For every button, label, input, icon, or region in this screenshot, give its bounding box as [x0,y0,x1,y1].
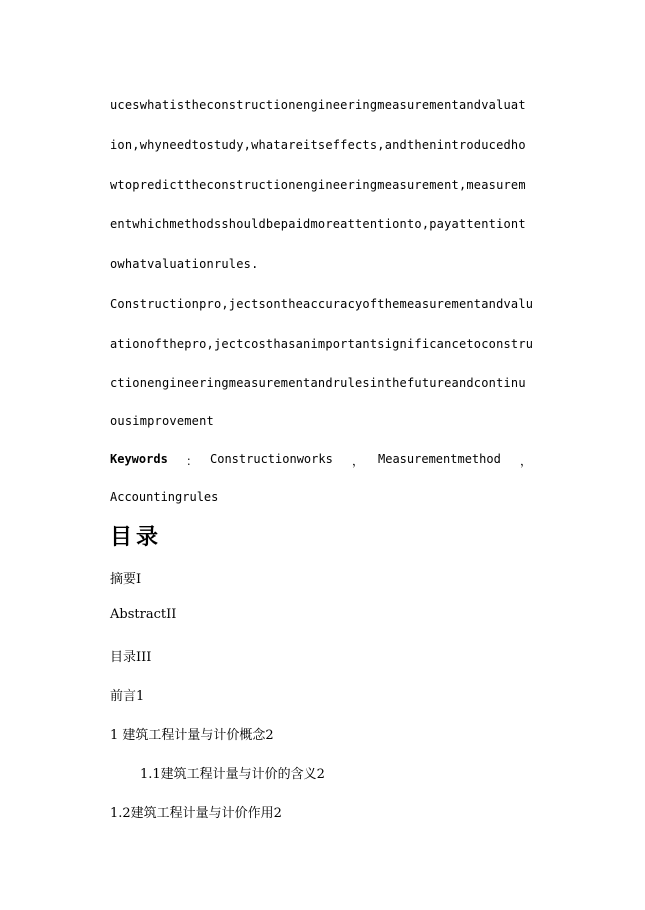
abstract-line-5: owhatvaluationrules. [110,257,259,271]
abstract-line-8: ctionengineeringmeasurementandrulesinthefutureandcontinu [110,376,526,390]
keyword-item-2: Measurementmethod [378,452,501,466]
keywords-separator-1: ， [352,454,365,468]
keywords-separator-2: ， [520,454,533,468]
toc-entry-abstract-en[interactable]: AbstractII [110,607,177,622]
toc-entry-contents[interactable]: 目录III [110,650,152,665]
abstract-line-7: ationofthepro,jectcosthasanimportantsignificancetoconstru [110,337,534,351]
abstract-line-3: wtopredicttheconstructionengineeringmeasurement,measurem [110,178,526,192]
toc-entry-preface[interactable]: 前言1 [110,689,145,704]
toc-entry-abstract-cn[interactable]: 摘要I [110,572,142,587]
abstract-line-1: uceswhatistheconstructionengineeringmeasurementandvaluat [110,98,526,112]
toc-entry-chapter-1[interactable]: 1 建筑工程计量与计价概念2 [110,728,274,743]
toc-entry-section-1-1[interactable]: 1.1建筑工程计量与计价的含义2 [140,767,325,782]
abstract-line-6: Constructionpro,jectsontheaccuracyofthemeasurementandvalu [110,297,534,311]
keyword-item-3: Accountingrules [110,490,219,504]
keywords-colon: ： [186,454,199,468]
abstract-line-9: ousimprovement [110,414,214,428]
keyword-item-1: Constructionworks [210,452,333,466]
keywords-label: Keywords [110,452,168,466]
abstract-line-2: ion,whyneedtostudy,whatareitseffects,andthenintroducedho [110,138,526,152]
abstract-line-4: entwhichmethodsshouldbepaidmoreattentionto,payattentiont [110,217,526,231]
toc-entry-section-1-2[interactable]: 1.2建筑工程计量与计价作用2 [110,806,282,821]
toc-heading: 目录 [110,525,163,550]
